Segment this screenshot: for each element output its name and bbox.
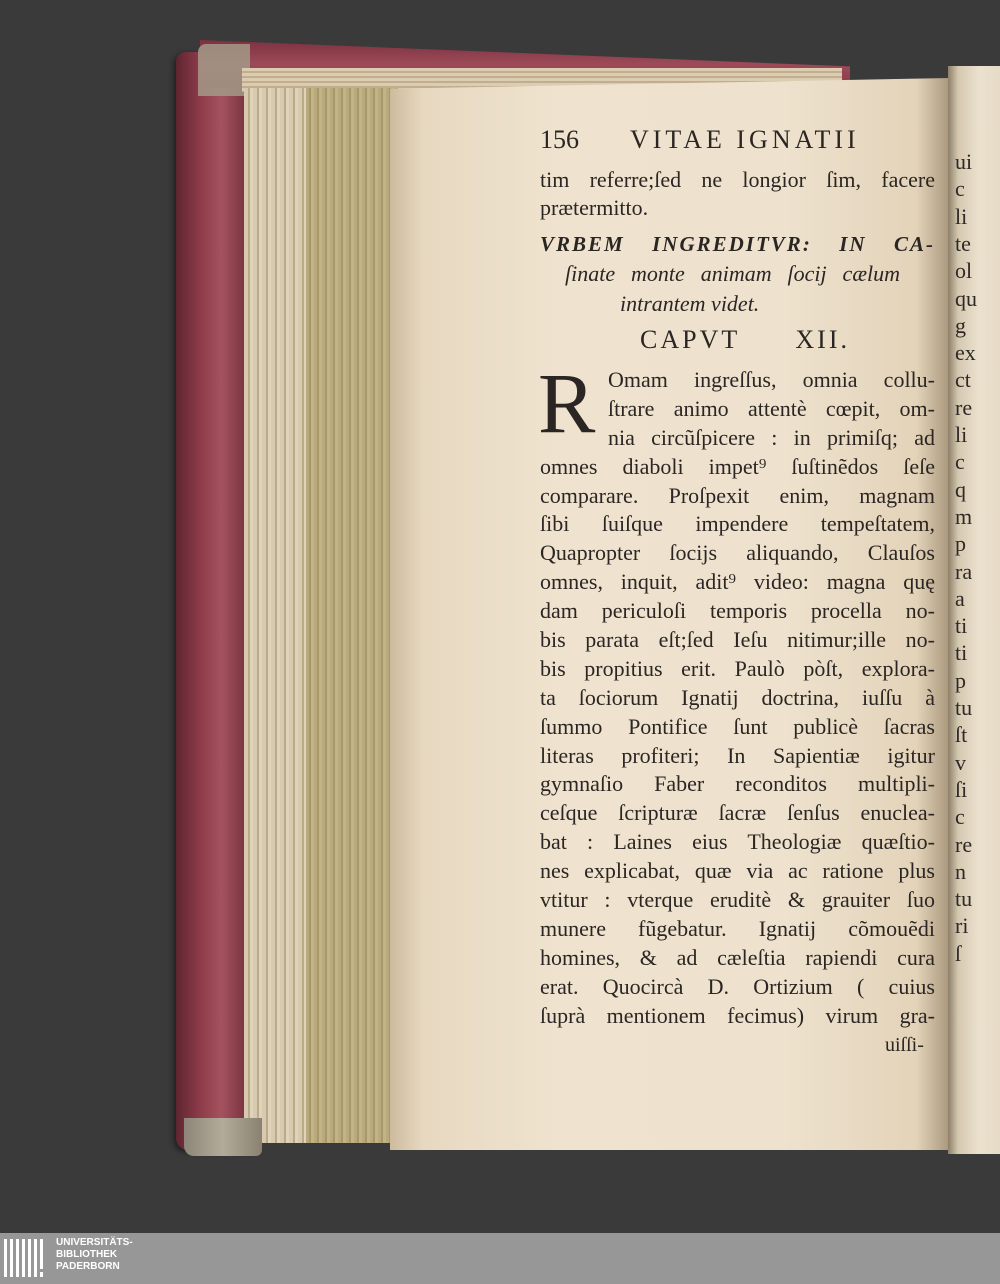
facing-page-fragment: li (955, 203, 968, 229)
page-number: 156 (540, 125, 579, 154)
body-line: ſuprà mentionem fecimus) virum gra- (540, 1002, 935, 1028)
body-line: dam periculoſi temporis procella no- (540, 598, 935, 624)
logo-line: PADERBORN (56, 1261, 120, 1272)
facing-page-fragment: ri (955, 913, 969, 939)
body-line: literas profiteri; In Sapientiæ igitur (540, 742, 935, 768)
body-line: ſummo Pontifice ſunt publicè ſacras (540, 713, 935, 739)
facing-page-fragment: g (955, 312, 966, 338)
facing-page-fragment: li (955, 422, 968, 447)
body-line: Omam ingreſſus, omnia collu- (608, 367, 935, 392)
chapter-heading: CAPVT XII. (640, 325, 850, 354)
body-line: Quapropter ſocijs aliquando, Clauſos (540, 540, 935, 566)
facing-page-fragment: qu (955, 285, 977, 311)
facing-page-fragment: v (955, 749, 966, 775)
facing-page-fragment: ct (955, 367, 971, 393)
facing-page-fragment: te (955, 230, 971, 256)
facing-page-fragment: p (955, 667, 966, 693)
logo-line: BIBLIOTHEK (56, 1249, 118, 1260)
facing-page-fragment: tu (955, 886, 973, 912)
facing-page-fragment: ra (955, 558, 973, 584)
facing-page-fragment: ol (955, 258, 973, 284)
facing-page-fragment: p (955, 531, 966, 557)
body-line: nia circũſpicere : in primiſq; ad (608, 424, 935, 450)
chapter-summary-line: intrantem videt. (620, 291, 760, 316)
body-line: homines, & ad cæleſtia rapiendi cura (540, 944, 935, 970)
body-line: ta ſociorum Ignatij doctrina, iuſſu à (540, 684, 935, 710)
library-logo-text (56, 1237, 133, 1273)
facing-page-fragment: tu (955, 695, 973, 720)
book-fore-edge-inner (306, 88, 398, 1143)
body-line: bis parata eſt;ſed Ieſu nitimur;ille no- (540, 627, 935, 653)
facing-page-fragment: q (955, 476, 966, 502)
facing-page-fragment: c (955, 449, 965, 475)
facing-page-fragment: c (955, 176, 965, 202)
body-line: ceſque ſcripturæ ſacræ ſenſus enuclea- (540, 800, 935, 826)
catchword: uiſſi- (885, 1034, 924, 1056)
body-line: omnes, inquit, adit⁹ video: magna quę (540, 569, 935, 595)
text-line: tim referre;ſed ne longior ſim, facere (540, 167, 935, 192)
library-footer (0, 1233, 1000, 1284)
facing-page-fragment: ui (955, 149, 973, 174)
library-logo-icon (4, 1239, 46, 1279)
body-line: bat : Laines eius Theologiæ quæſtio- (540, 829, 935, 855)
chapter-summary-line: VRBEM INGREDITVR: IN CA- (540, 232, 935, 256)
facing-page-fragment: m (955, 503, 973, 529)
body-line: vtitur : vterque eruditè & grauiter ſuo (540, 887, 935, 913)
drop-cap-initial: R (538, 355, 596, 451)
facing-page-fragment: ſt (955, 722, 968, 748)
facing-page-fragment: ſi (955, 776, 968, 802)
chapter-summary-line: ſinate monte animam ſocij cælum (565, 261, 900, 286)
opening-lines (540, 166, 935, 222)
body-line: gymnaſio Faber reconditos multipli- (540, 771, 935, 797)
body-line: ſibi ſuiſque impendere tempeſtatem, (540, 511, 935, 537)
body-line: nes explicabat, quæ via ac ratione plus (540, 858, 935, 884)
body-line: omnes diaboli impet⁹ ſuſtinẽdos ſeſe (540, 453, 935, 479)
logo-line: UNIVERSITÄTS- (56, 1237, 133, 1248)
running-title: VITAE IGNATII (630, 125, 860, 154)
body-text (540, 366, 935, 1030)
facing-page-fragment: ex (955, 340, 976, 366)
facing-page-fragment: re (955, 394, 973, 420)
facing-page-fragment: a (955, 585, 965, 611)
body-line: erat. Quocircà D. Ortizium ( cuius (540, 973, 935, 999)
facing-page-fragment: n (955, 858, 966, 884)
body-line: ſtrare animo attentè cœpit, om- (608, 395, 935, 421)
facing-page-fragment: ſ (955, 940, 962, 966)
book-bottom-edge (184, 1118, 262, 1156)
facing-page-fragment: re (955, 831, 973, 857)
facing-page-fragment: ti (955, 613, 968, 639)
facing-page-fragment: ti (955, 640, 968, 666)
book-fore-edge (244, 88, 308, 1143)
facing-page-fragment: c (955, 804, 965, 830)
text-line: prætermitto. (540, 195, 649, 220)
body-line: comparare. Proſpexit enim, magnam (540, 482, 935, 508)
body-line: bis propitius erit. Paulò pòſt, explora- (540, 655, 935, 681)
body-line: munere fũgebatur. Ignatij cõmouẽdi (540, 915, 935, 941)
facing-page-text (955, 148, 1000, 988)
